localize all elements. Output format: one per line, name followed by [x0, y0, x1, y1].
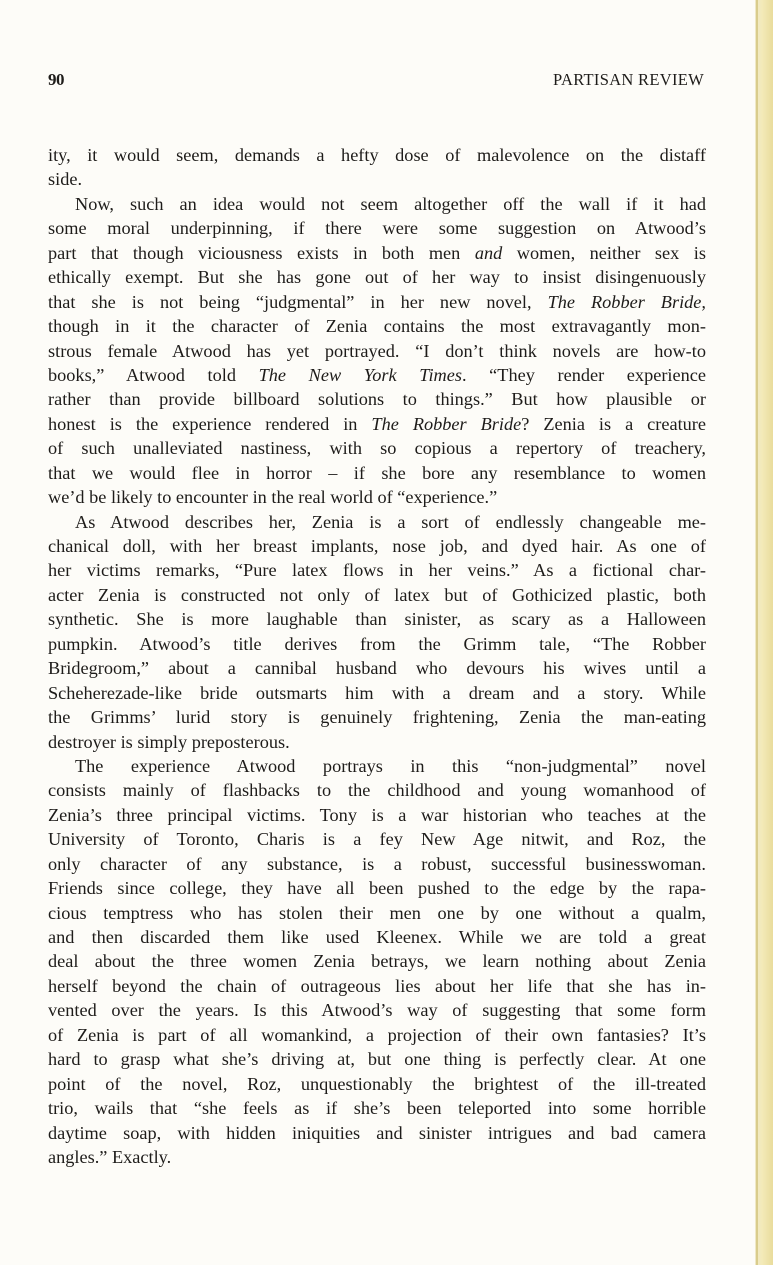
text-segment: rather than provide billboard solutions to things.” But how plausible or	[48, 389, 706, 410]
text-segment: cious temptress who has stolen their men one by one without a qualm,	[48, 902, 706, 923]
text-segment: we’d be likely to encounter in the real world of “experience.”	[48, 487, 498, 508]
text-line	[48, 681, 706, 705]
text-line	[48, 1072, 706, 1096]
italic-title: The Robber Bride	[371, 413, 522, 434]
text-segment: synthetic. She is more laughable than sinister, as scary as a Halloween	[48, 609, 706, 630]
text-segment: honest is the experience rendered in	[48, 413, 372, 434]
text-line	[48, 363, 706, 387]
text-segment: of Zenia is part of all womankind, a projection of their own fantasies? It’s	[48, 1024, 706, 1045]
text-line	[48, 461, 706, 485]
article-body	[48, 143, 706, 1169]
text-segment: that she is not being “judgmental” in her new novel,	[48, 291, 548, 312]
text-line	[48, 754, 706, 778]
text-segment: chanical doll, with her breast implants, nose job, and dyed hair. As one of	[48, 536, 706, 556]
text-segment: the Grimms’ lurid story is genuinely frightening, Zenia the man-eating	[48, 707, 706, 728]
text-line	[48, 1096, 706, 1120]
text-line	[48, 974, 706, 998]
text-line	[48, 412, 706, 436]
text-segment: consists mainly of flashbacks to the childhood and young womanhood of	[48, 780, 706, 801]
text-segment: pumpkin. Atwood’s title derives from the Grimm tale, “The Robber	[48, 633, 706, 654]
text-line	[48, 901, 706, 925]
text-line	[48, 241, 706, 265]
text-segment: of such unalleviated nastiness, with so copious a repertory of treachery,	[48, 438, 706, 459]
text-segment: point of the novel, Roz, unquestionably the brightest of the ill-treated	[48, 1073, 706, 1094]
text-segment: acter Zenia is constructed not only of latex but of Gothicized plastic, both	[48, 584, 706, 605]
page-number: 90	[48, 70, 64, 89]
text-segment: some moral underpinning, if there were some suggestion on Atwood’s	[48, 218, 706, 239]
text-segment: As Atwood describes her, Zenia is a sort of endlessly changeable me-	[75, 511, 706, 532]
text-line	[48, 216, 706, 240]
text-line	[48, 1121, 706, 1145]
text-line	[48, 998, 706, 1022]
text-line	[48, 925, 706, 949]
italic-title: The New York Times	[258, 364, 462, 385]
text-line	[48, 1047, 706, 1071]
text-segment: books,” Atwood told	[48, 364, 259, 385]
italic-title: The Robber Bride,	[547, 291, 706, 312]
text-segment: Scheherezade-like bride outsmarts him with a dream and a story. While	[48, 682, 706, 703]
italic-title: and	[474, 242, 503, 263]
text-segment: Bridegroom,” about a cannibal husband who devours his wives until a	[48, 658, 706, 679]
text-line	[48, 656, 706, 680]
text-segment: ity, it would seem, demands a hefty dose of malevolence on the distaff	[48, 145, 706, 165]
text-line	[48, 290, 706, 314]
text-line	[48, 827, 706, 851]
text-segment: Friends since college, they have all been pushed to the edge by the rapa-	[48, 878, 706, 899]
text-line	[48, 876, 706, 900]
text-segment: and then discarded them like used Kleenex. While we are told a great	[48, 927, 706, 947]
text-segment: destroyer is simply preposterous.	[48, 731, 290, 752]
text-segment: angles.” Exactly.	[48, 1146, 172, 1167]
text-segment: . “They render experience	[461, 364, 706, 385]
text-line	[48, 485, 706, 509]
text-line	[48, 1145, 706, 1169]
text-line	[48, 607, 706, 631]
text-line	[48, 339, 706, 363]
page-gutter-line	[756, 0, 758, 1265]
text-line	[48, 558, 706, 582]
text-line	[48, 583, 706, 607]
running-header	[48, 70, 706, 94]
text-line	[48, 730, 706, 754]
text-line	[48, 510, 706, 534]
text-segment: hard to grasp what she’s driving at, but one thing is perfectly clear. At one	[48, 1049, 706, 1070]
text-segment: University of Toronto, Charis is a fey New Age nitwit, and Roz, the	[48, 829, 706, 850]
text-segment: trio, wails that “she feels as if she’s been teleported into some horrible	[48, 1098, 706, 1119]
text-line	[48, 705, 706, 729]
text-segment: side.	[48, 169, 83, 190]
text-segment: strous female Atwood has yet portrayed. “I don’t think novels are how-to	[48, 340, 706, 361]
text-segment: daytime soap, with hidden iniquities and sinister intrigues and bad camera	[48, 1122, 706, 1143]
text-line	[48, 167, 706, 191]
text-segment: Zenia’s three principal victims. Tony is a war historian who teaches at the	[48, 804, 706, 825]
journal-title: PARTISAN REVIEW	[553, 70, 704, 89]
text-segment: Now, such an idea would not seem altogether off the wall if it had	[75, 193, 706, 214]
text-segment: women, neither sex is	[502, 242, 706, 263]
text-line	[48, 314, 706, 338]
text-line	[48, 803, 706, 827]
text-segment: The experience Atwood portrays in this “non-judgmental” novel	[75, 755, 706, 776]
text-line	[48, 852, 706, 876]
text-segment: only character of any substance, is a robust, successful businesswoman.	[48, 853, 706, 874]
text-segment: that we would flee in horror – if she bore any resemblance to women	[48, 462, 706, 483]
text-segment: deal about the three women Zenia betrays, we learn nothing about Zenia	[48, 951, 706, 972]
text-segment: part that though viciousness exists in both men	[48, 242, 475, 263]
text-line	[48, 949, 706, 973]
text-line	[48, 632, 706, 656]
text-segment: her victims remarks, “Pure latex flows in her veins.” As a fictional char-	[48, 560, 706, 581]
text-segment: ethically exempt. But she has gone out of her way to insist disingenuously	[48, 267, 706, 288]
text-line	[48, 436, 706, 460]
text-segment: ? Zenia is a creature	[521, 413, 707, 434]
text-line	[48, 265, 706, 289]
text-line	[48, 534, 706, 558]
text-segment: vented over the years. Is this Atwood’s way of suggesting that some form	[48, 1000, 706, 1021]
text-segment: herself beyond the chain of outrageous lies about her life that she has in-	[48, 975, 706, 996]
text-line	[48, 778, 706, 802]
text-segment: though in it the character of Zenia contains the most extravagantly mon-	[48, 316, 706, 337]
text-line	[48, 387, 706, 411]
text-line	[48, 192, 706, 216]
text-line	[48, 143, 706, 167]
text-line	[48, 1023, 706, 1047]
